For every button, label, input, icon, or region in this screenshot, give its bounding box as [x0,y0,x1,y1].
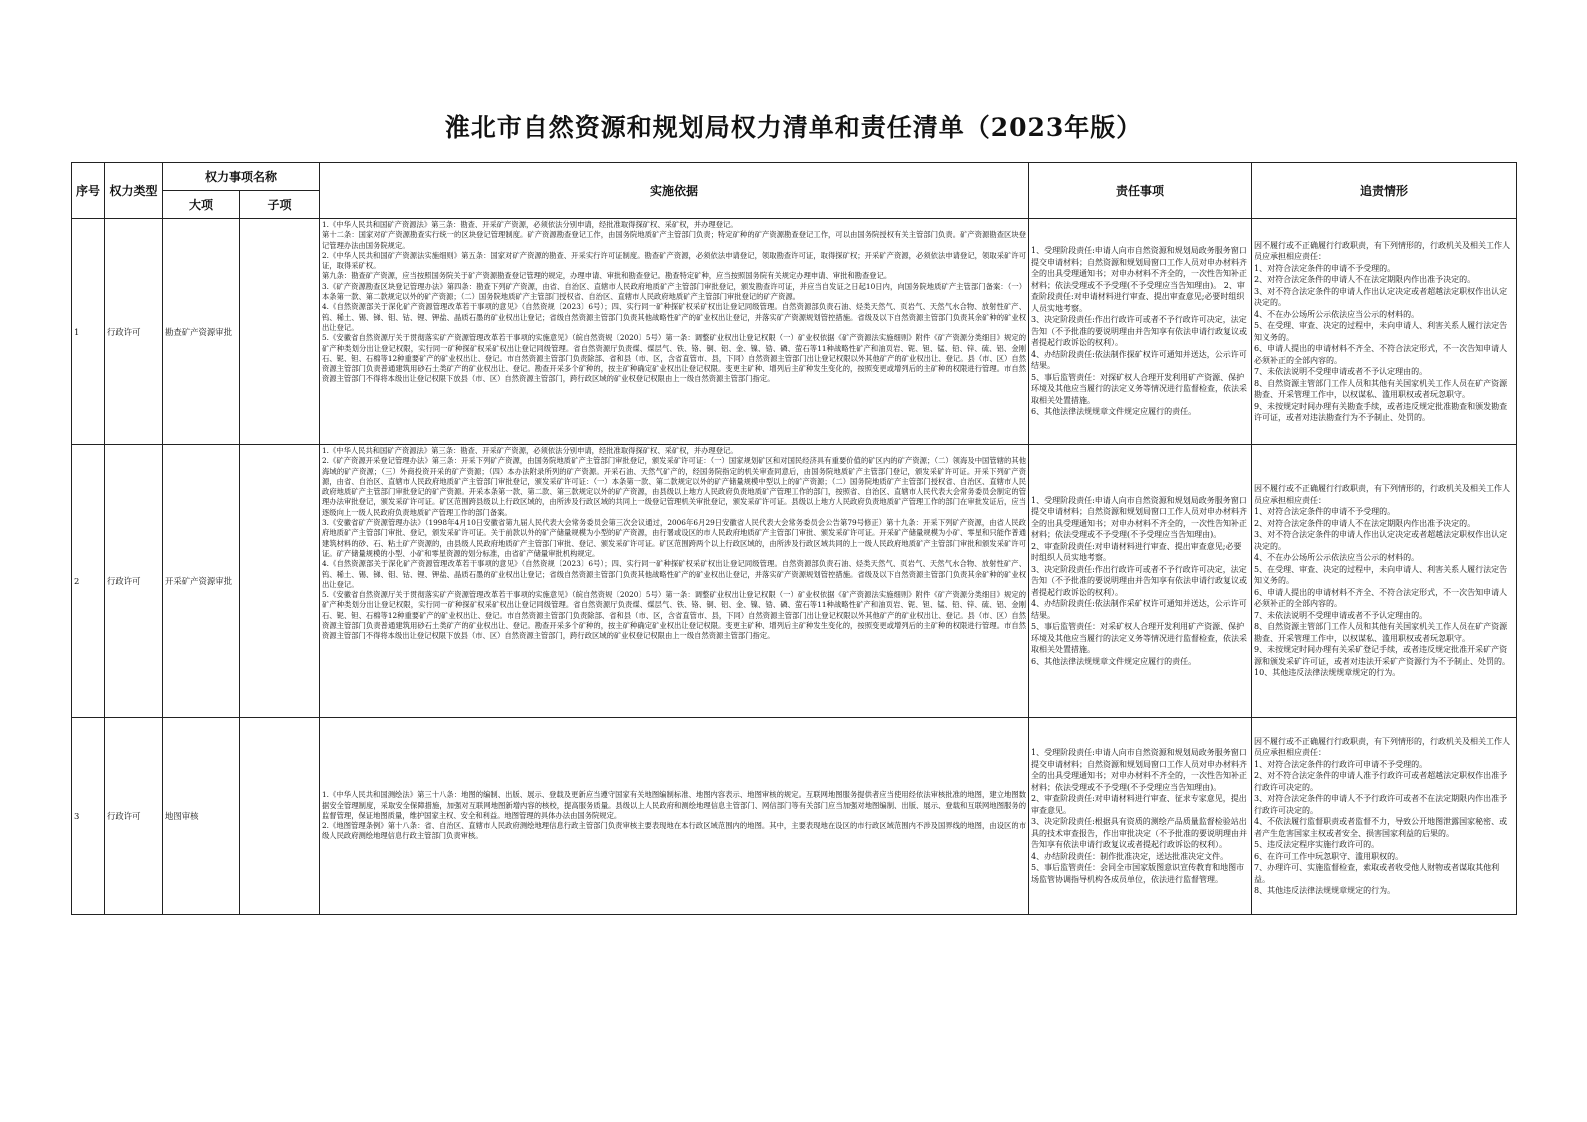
power-responsibility-table [71,162,1517,915]
page-title: 淮北市自然资源和规划局权力清单和责任清单（2023年版） [444,113,1143,142]
table-row [72,219,1517,445]
row-accountability: 因不履行或不正确履行行政职责，有下列情形的，行政机关及相关工作人员应承担相应责任： 1、对符合法定条件的申请不予受理的。 2、对符合法定条件的申请人不在法定期限内作出准予决定的。 3、对不符合法定条件的申请人作出认定决定或者超越法定职权作出认定决定的。 4、不在办公场所公示依法应当公示的材料的。 5、在受理、审查、决定的过程中，未向申请人、利害关系人履行法定告知义务的。 6、申请人提出的申请材料不齐全、不符合法定形式，不一次告知申请人必须补正的全部内容的。 7、未依法说明不受理申请或者不予认定理由的。 8、自然资源主管部门工作人员和其他有关国家机关工作人员在矿产资源勘查、开采管理工作中，以权谋私、滥用职权或者玩忽职守。 9、未按规定时间办理有关采矿登记手续，或者违反规定批准开采矿产资源和颁发采矿许可证，或者对违法开采矿产资源行为不予制止、处罚的。 10、其他违反法律法规规章规定的行为。 [1254,484,1511,678]
row-major: 地图审核 [163,718,240,915]
row-seq: 3 [72,718,105,915]
header-basis: 实施依据 [320,163,1029,219]
row-duty: 1、受理阶段责任:申请人向市自然资源和规划局政务服务窗口提交申请材料；自然资源和规划局窗口工作人员对申办材料齐全的出具受理通知书；对申办材料不齐全的，一次性告知补正材料；依法受理或不予受理(不予受理应当告知理由)。 2、审查阶段责任:对申请材料进行审查、征求专家意见，提出审查意见。 3、决定阶段责任:根据具有资质的测绘产品质量监督检验站出具的技术审查报告，作出审批决定（不予批准的要说明理由并告知享有依法申请行政复议或者提起行政诉讼的权利）。 4、办结阶段责任：制作批准决定，送达批准决定文件。 5、事后监管责任：会同全市国家版图意识宣传教育和地图市场监管协调指导机构各成员单位，依法进行监督管理。 [1031,748,1248,884]
header-sub: 子项 [240,191,320,219]
header-major: 大项 [163,191,240,219]
row-type: 行政许可 [105,219,163,445]
row-seq: 1 [72,219,105,445]
row-basis: 1.《中华人民共和国矿产资源法》第三条：勘查、开采矿产资源，必须依法分别申请，经批准取得探矿权、采矿权，并办理登记。 2.《矿产资源开采登记管理办法》第三条：开采下列矿产资源，由国务院地质矿产主管部门审批登记，颁发采矿许可证：（一）国家规划矿区和对国民经济具有重要价值的矿区内的矿产资源；（二）领海及中国管辖的其他海域的矿产资源；（三）外商投资开采的矿产资源；（四）本办法附录所列的矿产资源。开采石油、天然气矿产的，经国务院指定的机关审查同意后，由国务院地质矿产主管部门登记，颁发采矿许可证。开采下列矿产资源，由省、自治区、直辖市人民政府地质矿产主管部门审批登记，颁发采矿许可证：（一）本条第一款、第二款规定以外的矿产储量规模中型以上的矿产资源；（二）国务院地质矿产主管部门授权省、自治区、直辖市人民政府地质矿产主管部门审批登记的矿产资源。开采本条第一款、第二款、第三款规定以外的矿产资源，由县级以上地方人民政府负责地质矿产管理工作的部门，按照省、自治区、直辖市人民代表大会常务委员会制定的管理办法审批登记，颁发采矿许可证。矿区范围跨县级以上行政区域的，由所涉及行政区域的共同上一级登记管理机关审批登记，颁发采矿许可证。县级以上地方人民政府负责地质矿产管理工作的部门在审批发证后，应当逐级向上一级人民政府负责地质矿产管理工作的部门备案。 3.《安徽省矿产资源管理办法》（1998年4月10日安徽省第九届人民代表大会常务委员会第三次会议通过，2006年6月29日安徽省人民代表大会常务委员会公告第79号修正）第十九条：开采下列矿产资源，由省人民政府地质矿产主管部门审批、登记，颁发采矿许可证。关于前款以外的矿产储量规模为小型的矿产资源，由行署或设区的市人民政府地质矿产主管部门审批、颁发采矿许可证。开采矿产储量规模为小矿、零星和只能作普通建筑材料的砂、石、粘土矿产资源的，由县级人民政府地质矿产主管部门审批、登记、颁发采矿许可证。矿区范围跨两个以上行政区域的，由所涉及行政区域共同的上一级人民政府地质矿产主管部门审批和颁发采矿许可证。矿产储量规模的小型、小矿和零星资源的划分标准，由省矿产储量审批机构规定。 4.《自然资源部关于深化矿产资源管理改革若干事项的意见》（自然资规〔2023〕6号）；四、实行同一矿种探矿权采矿权出让登记同级管理。自然资源部负责石油、烃类天然气、页岩气、天然气水合物、放射性矿产、钨、稀土、锡、锑、钼、钴、锂、钾盐、晶质石墨的矿业权出让登记；省级自然资源主管部门负责其他战略性矿产的矿业权出让登记，并落实矿产资源规划管控措施。省级及以下自然资源主管部门负责其余矿种的矿业权出让登记。 5.《安徽省自然资源厅关于贯彻落实矿产资源管理改革若干事项的实施意见》（皖自然资规〔2020〕5号）第一条：调整矿业权出让登记权限（一）矿业权依据《矿产资源法实施细则》附件《矿产资源分类细目》规定的矿产种类划分出让登记权限，实行同一矿种探矿权采矿权出让登记同级管理。省自然资源厅负责煤、煤层气、铁、铬、铜、铝、金、镍、锆、磷、萤石等11种战略性矿产和油页岩、铌、钽、锰、铅、锌、硫、铝、金刚石、铌、钽、石棉等12种重要矿产的矿业权出让、登记。市自然资源主管部门负责除部、省和县（市、区，含省直管市、县，下同）自然资源主管部门出让登记权限以外其他矿产的矿业权出让、登记。县（市、区）自然资源主管部门负责普通建筑用砂石土类矿产的矿业权出让、登记。勘查开采多个矿种的，按主矿种确定矿业权出让登记权限。变更主矿种、增列后主矿种发生变化的，按照变更或增列后的主矿种的权限进行管理。市自然资源主管部门不得将本级出让登记权限下放县（市、区）自然资源主管部门，跨行政区域的矿业权登记权限由上一级自然资源主管部门指定。 [322,446,1027,641]
row-sub [240,219,320,445]
table-row [72,718,1517,915]
header-name-group: 权力事项名称 [163,163,320,191]
header-accountability: 追责情形 [1252,163,1517,219]
row-duty: 1、受理阶段责任:申请人向市自然资源和规划局政务服务窗口提交申请材料；自然资源和规划局窗口工作人员对申办材料齐全的出具受理通知书；对申办材料不齐全的，一次性告知补正材料；依法受理或不予受理(不予受理应当告知理由)。 2、审查阶段责任:对申请材料进行审查、提出审查意见;必要时组织人员实地考察。 3、决定阶段责任:作出行政许可或者不予行政许可决定，法定告知（不予批准的要说明理由并告知享有依法申请行政复议或者提起行政诉讼的权利）。 4、办结阶段责任:依法制作采矿权许可通知并送达，公示许可结果。 5、事后监管责任：对采矿权人合理开发利用矿产资源、保护环境及其他应当履行的法定义务等情况进行监督检查，依法采取相关处置措施。 6、其他法律法规规章文件规定应履行的责任。 [1031,495,1248,666]
row-accountability: 因不履行或不正确履行行政职责，有下列情形的，行政机关及相关工作人员应承担相应责任： 1、对符合法定条件的申请不予受理的。 2、对符合法定条件的申请人不在法定期限内作出准予决定的。 3、对不符合法定条件的申请人作出认定决定或者超越法定职权作出认定决定的。 4、不在办公场所公示依法应当公示的材料的。 5、在受理、审查、决定的过程中，未向申请人、利害关系人履行法定告知义务的。 6、申请人提出的申请材料不齐全、不符合法定形式，不一次告知申请人必须补正的全部内容的。 7、未依法说明不受理申请或者不予认定理由的。 8、自然资源主管部门工作人员和其他有关国家机关工作人员在矿产资源勘查、开采管理工作中，以权谋私、滥用职权或者玩忽职守。 9、未按规定时间办理有关勘查手续，或者违反规定批准勘查和颁发勘查许可证，或者对违法勘查行为不予制止、处罚的。 [1254,240,1511,422]
header-type: 权力类型 [105,163,163,219]
row-major: 勘查矿产资源审批 [163,219,240,445]
table-row [72,445,1517,718]
row-basis: 1.《中华人民共和国测绘法》第三十八条：地图的编制、出版、展示、登载及更新应当遵守国家有关地图编制标准、地图内容表示、地图审核的规定。互联网地图服务提供者应当使用经依法审核批准的地图，建立地图数据安全管理制度，采取安全保障措施，加强对互联网地图新增内容的核校，提高服务质量。县级以上人民政府和测绘地理信息主管部门、网信部门等有关部门应当加强对地图编制、出版、展示、登载和互联网地图服务的监督管理，保证地图质量，维护国家主权、安全和利益。地图管理的具体办法由国务院规定。 2.《地图管理条例》第十八条：省、自治区、直辖市人民政府测绘地理信息行政主管部门负责审核主要表现地在本行政区域范围内的地图。其中，主要表现地在设区的市行政区域范围内不涉及国界线的地图，由设区的市级人民政府测绘地理信息行政主管部门负责审核。 [322,790,1027,841]
row-type: 行政许可 [105,718,163,915]
row-basis: 1.《中华人民共和国矿产资源法》第三条：勘查、开采矿产资源，必须依法分别申请，经批准取得探矿权、采矿权，并办理登记。 第十二条：国家对矿产资源勘查实行统一的区块登记管理制度。矿产资源勘查登记工作，由国务院地质矿产主管部门负责；特定矿种的矿产资源勘查登记工作，可以由国务院授权有关主管部门负责。矿产资源勘查区块登记管理办法由国务院规定。 2.《中华人民共和国矿产资源法实施细则》第五条：国家对矿产资源的勘查、开采实行许可证制度。勘查矿产资源，必须依法申请登记，领取勘查许可证，取得探矿权；开采矿产资源，必须依法申请登记，领取采矿许可证，取得采矿权。 第九条：勘查矿产资源，应当按照国务院关于矿产资源勘查登记管理的规定，办理申请、审批和勘查登记。勘查特定矿种，应当按照国务院有关规定办理申请、审批和勘查登记。 3.《矿产资源勘查区块登记管理办法》第四条：勘查下列矿产资源，由省、自治区、直辖市人民政府地质矿产主管部门审批登记，颁发勘查许可证，并应当自发证之日起10日内，向国务院地质矿产主管部门备案：（一）本条第一款、第二款规定以外的矿产资源；（二）国务院地质矿产主管部门授权省、自治区、直辖市人民政府地质矿产主管部门审批登记的矿产资源。 4.《自然资源部关于深化矿产资源管理改革若干事项的意见》（自然资规〔2023〕6号）；四、实行同一矿种探矿权采矿权出让登记同级管理。自然资源部负责石油、烃类天然气、页岩气、天然气水合物、放射性矿产、钨、稀土、锡、锑、钼、钴、锂、钾盐、晶质石墨的矿业权出让登记；省级自然资源主管部门负责其他战略性矿产的矿业权出让登记，并落实矿产资源规划管控措施。省级及以下自然资源主管部门负责其余矿种的矿业权出让登记。 5.《安徽省自然资源厅关于贯彻落实矿产资源管理改革若干事项的实施意见》（皖自然资规〔2020〕5号）第一条：调整矿业权出让登记权限（一）矿业权依据《矿产资源法实施细则》附件《矿产资源分类细目》规定的矿产种类划分出让登记权限，实行同一矿种探矿权采矿权出让登记同级管理。省自然资源厅负责煤、煤层气、铁、铬、铜、铝、金、镍、锆、磷、萤石等11种战略性矿产和油页岩、铌、钽、锰、铅、锌、硫、铝、金刚石、铌、钽、石棉等12种重要矿产的矿业权出让、登记。市自然资源主管部门负责除部、省和县（市、区，含省直管市、县，下同）自然资源主管部门出让登记权限以外其他矿产的矿业权出让、登记。县（市、区）自然资源主管部门负责普通建筑用砂石土类矿产的矿业权出让、登记。勘查开采多个矿种的，按主矿种确定矿业权出让登记权限。变更主矿种、增列后主矿种发生变化的，按照变更或增列后的主矿种的权限进行管理。市自然资源主管部门不得将本级出让登记权限下放县（市、区）自然资源主管部门，跨行政区域的矿业权登记权限由上一级自然资源主管部门指定。 [322,220,1027,384]
row-accountability: 因不履行或不正确履行行政职责，有下列情形的，行政机关及相关工作人员应承担相应责任： 1、对符合法定条件的行政许可申请不予受理的。 2、对不符合法定条件的申请人准予行政许可或者超越法定职权作出准予行政许可决定的。 3、对符合法定条件的申请人不予行政许可或者不在法定期限内作出准予行政许可决定的。 4、不依法履行监督职责或者监督不力，导致公开地图泄露国家秘密、或者产生危害国家主权或者安全、损害国家利益的后果的。 5、违反法定程序实施行政许可的。 6、在许可工作中玩忽职守、滥用职权的。 7、办理许可、实施监督检查，索取或者收受他人财物或者谋取其他利益。 8、其他违反法律法规规章规定的行为。 [1254,736,1511,895]
header-duty: 责任事项 [1029,163,1252,219]
row-sub [240,445,320,718]
row-major: 开采矿产资源审批 [163,445,240,718]
row-seq: 2 [72,445,105,718]
header-seq: 序号 [72,163,105,219]
row-duty: 1、受理阶段责任:申请人向市自然资源和规划局政务服务窗口提交申请材料；自然资源和规划局窗口工作人员对申办材料齐全的出具受理通知书；对申办材料不齐全的，一次性告知补正材料；依法受理或不予受理(不予受理应当告知理由)。 2、审查阶段责任:对申请材料进行审查、提出审查意见;必要时组织人员实地考察。 3、决定阶段责任:作出行政许可或者不予行政许可决定，法定告知（不予批准的要说明理由并告知享有依法申请行政复议或者提起行政诉讼的权利）。 4、办结阶段责任:依法制作探矿权许可通知并送达，公示许可结果。 5、事后监管责任：对探矿权人合理开发利用矿产资源、保护环境及其他应当履行的法定义务等情况进行监督检查，依法采取相关处置措施。 6、其他法律法规规章文件规定应履行的责任。 [1031,246,1248,417]
row-sub [240,718,320,915]
row-type: 行政许可 [105,445,163,718]
